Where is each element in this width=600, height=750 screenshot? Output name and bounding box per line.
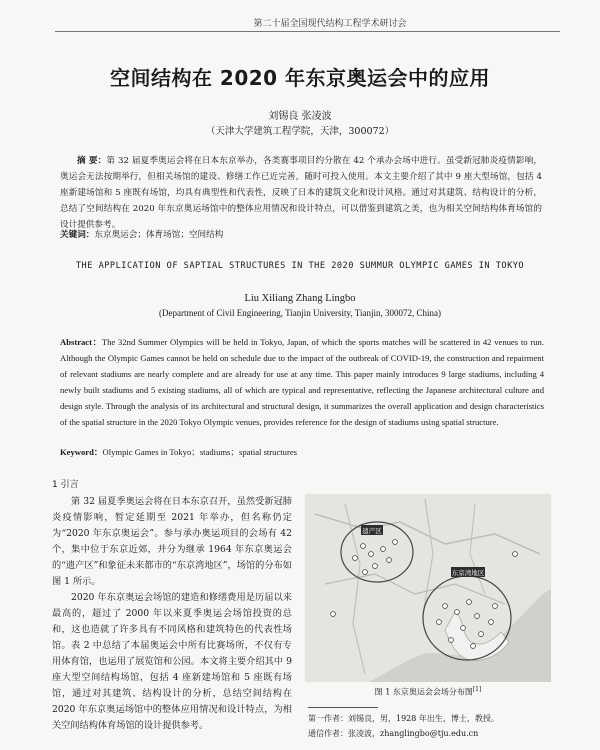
bay-zone-label: 东京湾地区: [451, 569, 485, 577]
abstract-en-label: Abstract：: [60, 337, 102, 347]
abstract-en-text: The 32nd Summer Olympics will be held in Tokyo, Japan, of which the sports matches will be scattered in 42 venues to run. Although the Olympic Games cannot be held on schedule due to the impact of the outbreak of COVID-19, the construction and repairment of relevant stadiums are nearly complete and are already for use at any time. This paper mainly introduces 9 large stadiums, including 4 newly built stadiums and 5 existing stadiums, all of which are typical and representative, reflecting the Japanese architectural culture and design style. Through the analysis of its architectural and structural design, it summarizes the overall application and design characteristics of the spatial structure in the 2020 Tokyo Olympic venues, provides reference for the design of stadiums using spatial structure.: [60, 337, 544, 427]
paper-title: 空间结构在 2020 年东京奥运会中的应用: [109, 66, 491, 90]
authors-en: Liu Xiliang Zhang Lingbo: [244, 293, 356, 304]
footnote-contact: 通信作者：张凌波，zhanglingbo@tju.edu.cn: [308, 729, 479, 738]
keywords-en-text: Olympic Games in Tokyo；stadiums；spatial structures: [102, 447, 297, 457]
affiliation-en: (Department of Civil Engineering, Tianjin University, Tianjin, 300072, China): [159, 308, 441, 318]
abstract-en: [60, 334, 544, 430]
abstract-zh-label: 摘 要：: [77, 156, 107, 166]
footnote-rule: [308, 707, 378, 708]
venue-map-image: [305, 494, 551, 682]
figure-caption: [305, 686, 551, 698]
keywords-en: [60, 446, 540, 458]
footnote-author-info: 第一作者：刘锡良，男，1928 年出生，博士，教授。: [308, 714, 499, 723]
figure-venue-map: [305, 494, 551, 682]
affiliation-zh: （天津大学建筑工程学院，天津，300072）: [205, 126, 395, 137]
keywords-zh-text: 东京奥运会；体育场馆；空间结构: [94, 230, 224, 240]
abstract-zh-text: 第 32 届夏季奥运会将在日本东京举办，各类赛事项目约分散在 42 个承办会场中进行。虽受新冠肺炎疫情影响，奥运会无法按期举行，但相关场馆的建设、修缮工作已近完善，随时可投入使用。本文主要介绍了其中 9 座大型场馆，包括 4 座新建场馆和 5 座既有场馆，均具有典型性和代表性，反映了日本的建筑文化和设计风格。通过对其建筑、结构设计的分析，总结了空间结构在 2020 年东京奥运场馆中的整体应用情况和设计特点，可以借鉴到建筑之美，也为相关空间结构体育场馆的设计提供参考。: [60, 156, 542, 230]
abstract-zh: [60, 153, 542, 233]
figure-citation: [1]: [472, 686, 482, 693]
header-rule: [55, 31, 560, 32]
body-paragraph-2: 2020 年东京奥运会场馆的建造和修缮费用是历届以来最高的，超过了 2000 年以来夏季奥运会场馆投资的总和，这也造就了许多具有不同风格和建筑特色的代表性场馆。表 2 中总结了本届奥运会中所有比赛场所，不仅有专用体育馆，也运用了展览馆和公园。本文将主要介绍其中 9 座大型空间结构场馆，包括 4 座新建场馆和 5 座既有场馆，通过对其建筑、结构设计的分析，总结空间结构在 2020 年东京奥运场馆中的整体应用情况和设计特点，为相关空间结构体育场馆的设计提供参考。: [52, 592, 292, 731]
keywords-zh-label: 关键词：: [60, 230, 95, 240]
running-head: 第二十届全国现代结构工程学术研讨会: [253, 19, 407, 29]
figure-caption-text: 图 1 东京奥运会会场分布图: [374, 687, 473, 697]
section-heading: 1 引言: [52, 480, 79, 490]
keywords-en-label: Keyword：: [60, 447, 103, 457]
authors-zh: 刘锡良 张凌波: [268, 111, 332, 122]
body-paragraph-1: 第 32 届夏季奥运会将在日本东京召开，虽然受新冠肺炎疫情影响，暂定延期至 2021 年举办，但名称仍定为“2020 年东京奥运会”。参与承办奥运项目的会场有 42 个，集中位于东京近郊，并分为继承 1964 年东京奥运会的“遗产区”和象征未来都市的“东京湾地区”，场馆的分布如图 1 所示。: [52, 496, 292, 587]
keywords-zh: [60, 228, 540, 240]
heritage-zone-label: 遗产区: [362, 527, 382, 535]
paper-title-en: THE APPLICATION OF SAPTIAL STRUCTURES IN THE 2020 SUMMUR OLYMPIC GAMES IN TOKYO: [75, 261, 525, 271]
